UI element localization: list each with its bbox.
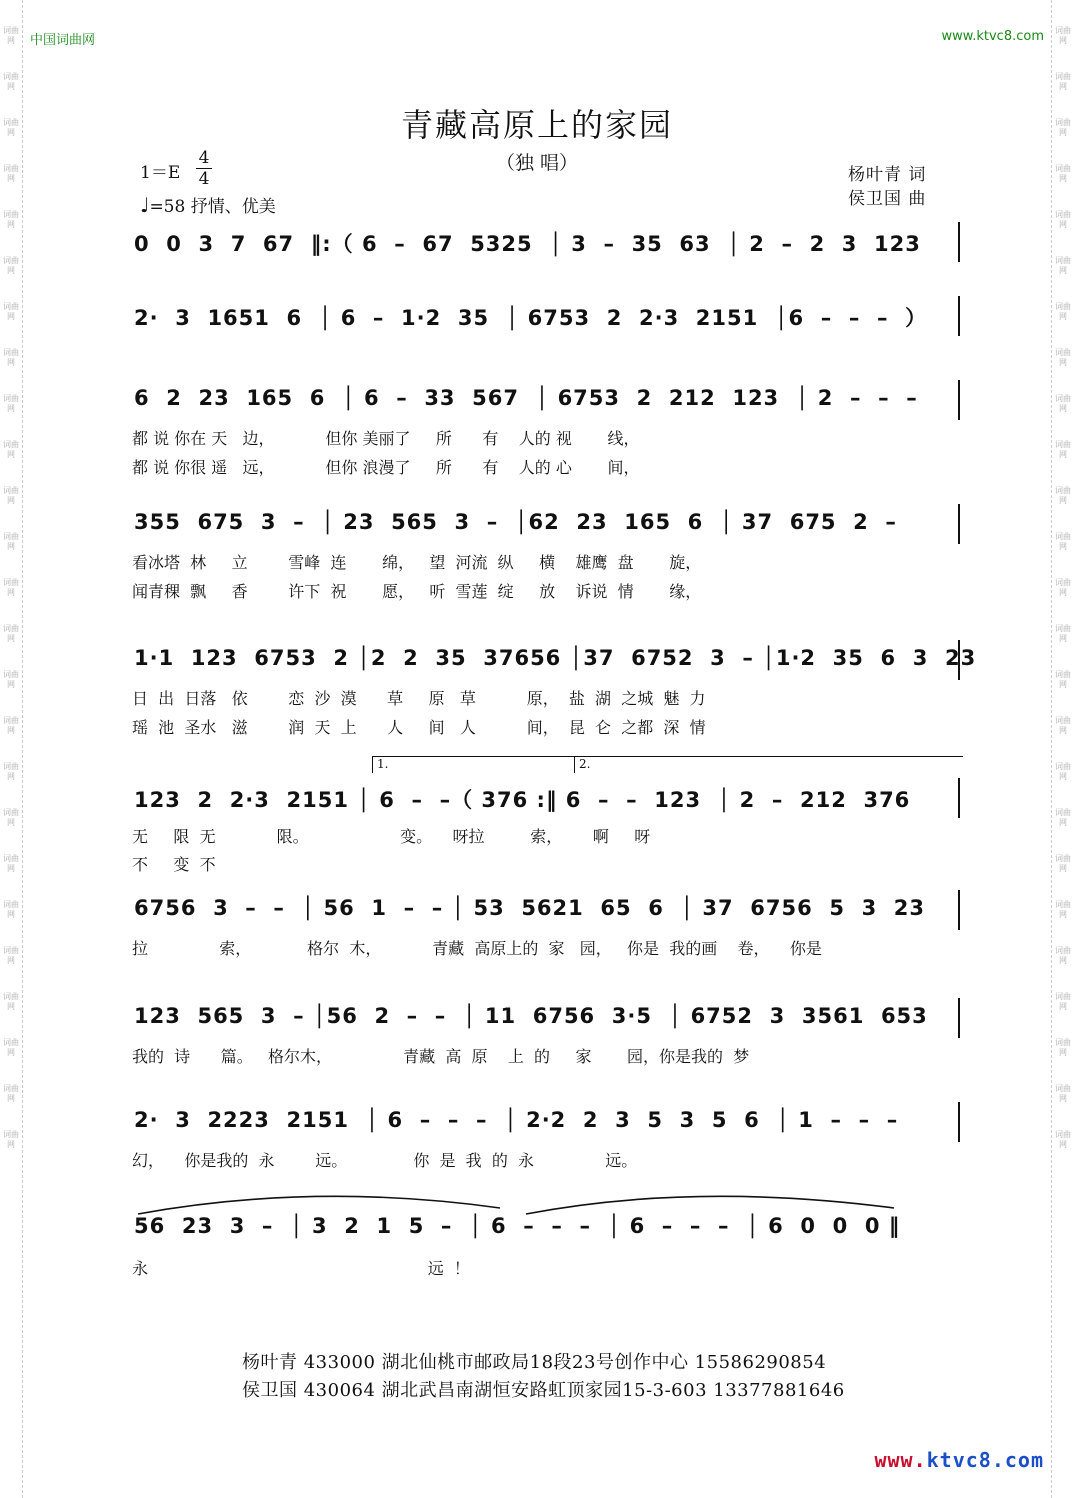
score-notes: 1·1 123 6753 2 │2 2 35 37656 │37 6752 3 – │1·2 35 6 3 23	[134, 646, 977, 670]
time-signature	[196, 148, 212, 189]
volta-first-ending: 1.	[372, 756, 577, 773]
logo-prefix: www.	[874, 1448, 927, 1472]
score-line-9	[130, 1108, 962, 1144]
score-line-2	[130, 302, 962, 338]
right-watermark-strip: 词曲网 词曲网 词曲网 词曲网 词曲网 词曲网 词曲网 词曲网 词曲网 词曲网 词曲网 词曲网 词曲网 词曲网 词曲网 词曲网 词曲网 词曲网 词曲网 词曲网 词曲网 词曲网 词曲网 词曲网 词曲网	[1051, 0, 1074, 1498]
lyric-verse-1: 幻， 你是我的 永 远。 你 是 我 的 永 远。	[132, 1151, 638, 1170]
tempo-marking	[140, 192, 276, 217]
lyric-verse-2: 闻青稞 飘 香 许下 祝 愿， 听 雪莲 绽 放 诉说 情 缘，	[132, 582, 702, 601]
lyric-verse-1: 都 说 你在 天 边， 但你 美丽了 所 有 人的 视 线，	[132, 429, 640, 448]
lyric-verse-1: 日 出 日落 依 恋 沙 漠 草 原 草 原， 盐 湖 之城 魅 力	[132, 689, 706, 708]
barline	[958, 296, 960, 336]
barline	[958, 890, 960, 930]
score-notes: 56 23 3 – │ 3 2 1 5 – │ 6 – – – │ 6 – – – │ 6 0 0 0 ‖	[134, 1214, 901, 1238]
barline	[958, 998, 960, 1038]
score-notes: 0 0 3 7 67 ‖:（ 6 – 67 5325 │ 3 – 35 63 │ 2 – 2 3 123	[134, 232, 921, 256]
left-watermark-strip: 词曲网 词曲网 词曲网 词曲网 词曲网 词曲网 词曲网 词曲网 词曲网 词曲网 词曲网 词曲网 词曲网 词曲网 词曲网 词曲网 词曲网 词曲网 词曲网 词曲网 词曲网 词曲网 词曲网 词曲网 词曲网	[0, 0, 23, 1498]
footer-lyricist-contact: 杨叶青 433000 湖北仙桃市邮政局18段23号创作中心 15586290854	[242, 1352, 827, 1373]
composer-credit: 侯卫国 曲	[848, 189, 927, 209]
score-notes: 2· 3 1651 6 │ 6 – 1·2 35 │ 6753 2 2·3 2151 │6 – – – ）	[134, 306, 928, 330]
lyric-verse-1: 拉 索， 格尔 木， 青藏 高原上的 家 园， 你是 我的画 卷， 你是	[132, 939, 822, 958]
key-signature: 1＝E	[140, 163, 181, 183]
score-notes: 123 565 3 – │56 2 – – │ 11 6756 3·5 │ 6752 3 3561 653	[134, 1004, 928, 1028]
lyric-verse-1: 看冰塔 林 立 雪峰 连 绵， 望 河流 纵 横 雄鹰 盘 旋，	[132, 553, 702, 572]
score-line-8	[130, 1004, 962, 1040]
lyric-verse-2: 都 说 你很 遥 远， 但你 浪漫了 所 有 人的 心 间，	[132, 458, 640, 477]
lyricist-credit: 杨叶青 词	[848, 165, 927, 185]
barline	[958, 640, 960, 680]
lyric-verse-2: 瑶 池 圣水 滋 润 天 上 人 间 人 间， 昆 仑 之都 深 情	[132, 718, 706, 737]
score-notes: 123 2 2·3 2151 │ 6 – –（ 376 :‖ 6 – – 123 │ 2 – 212 376	[134, 788, 911, 812]
site-logo[interactable]	[874, 1448, 1044, 1472]
time-signature-bottom: 4	[196, 168, 212, 189]
lyric-verse-1: 我的 诗 篇。 格尔木， 青藏 高 原 上 的 家 园，你是我的 梦	[132, 1047, 750, 1066]
lyric-verse-1: 永 远 ！	[132, 1259, 470, 1278]
score-line-7	[130, 896, 962, 932]
score-line-10	[130, 1214, 962, 1250]
lyric-verse-1: 无 限 无 限。 变。 呀拉 索， 啊 呀	[132, 827, 651, 846]
score-notes: 6 2 23 165 6 │ 6 – 33 567 │ 6753 2 212 123 │ 2 – – –	[134, 386, 918, 410]
barline	[958, 380, 960, 420]
quarter-note-icon: ♩	[140, 193, 150, 217]
score-line-1	[130, 228, 962, 264]
barline	[958, 504, 960, 544]
score-line-6	[130, 784, 962, 820]
time-signature-top: 4	[198, 148, 210, 168]
score-notes: 6756 3 – – │ 56 1 – – │ 53 5621 65 6 │ 37 6756 5 3 23	[134, 896, 926, 920]
song-subtitle: （独 唱）	[495, 152, 579, 174]
score-line-4	[130, 510, 962, 546]
barline	[958, 778, 960, 818]
barline	[958, 1102, 960, 1142]
score-notes: 355 675 3 – │ 23 565 3 – │62 23 165 6 │ 37 675 2 –	[134, 510, 897, 534]
score-line-3	[130, 386, 962, 422]
lyric-verse-2: 不 变 不	[132, 855, 216, 874]
tempo-text: =58 抒情、优美	[149, 197, 276, 217]
barline	[958, 222, 960, 262]
score-line-5	[130, 646, 977, 682]
site-name-label[interactable]: 中国词曲网	[30, 33, 96, 48]
volta-second-ending: 2.	[574, 756, 963, 773]
footer-composer-contact: 侯卫国 430064 湖北武昌南湖恒安路虹顶家园15-3-603 13377881646	[242, 1380, 845, 1401]
score-notes: 2· 3 2223 2151 │ 6 – – – │ 2·2 2 3 5 3 5 6 │ 1 – – –	[134, 1108, 899, 1132]
song-title: 青藏高原上的家园	[400, 106, 673, 144]
logo-domain: ktvc8.com	[926, 1448, 1044, 1472]
site-url-label[interactable]: www.ktvc8.com	[941, 29, 1044, 44]
